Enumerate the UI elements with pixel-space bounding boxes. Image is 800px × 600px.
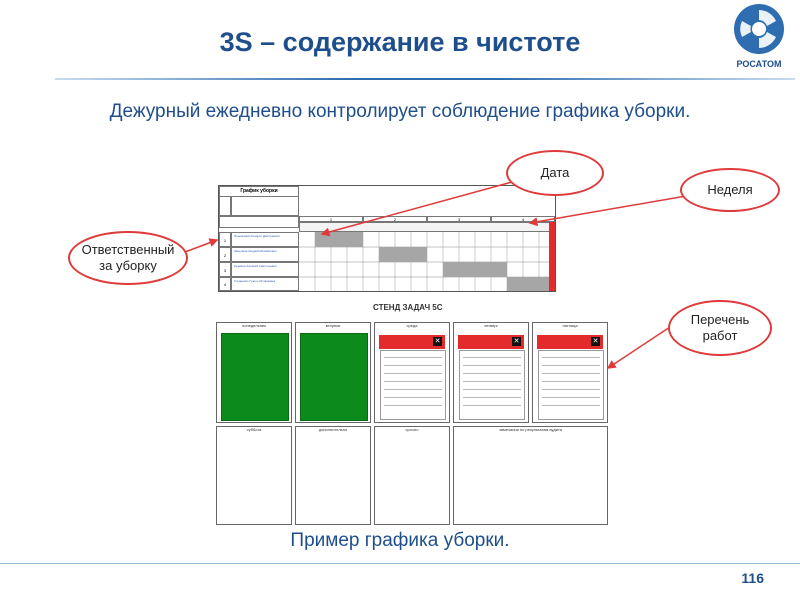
done-card xyxy=(300,333,368,421)
week-header: 2 xyxy=(363,216,427,222)
board-panel xyxy=(453,426,608,525)
board-panel xyxy=(216,426,292,525)
callout-responsible: Ответственный за уборку xyxy=(68,231,188,285)
board-panel xyxy=(453,322,529,423)
row-number: 3 xyxy=(219,262,231,277)
task-list-sheet xyxy=(380,350,446,420)
slide-title: 3S – содержание в чистоте xyxy=(219,27,581,57)
task-list-sheet xyxy=(459,350,525,420)
panel-label: вторник xyxy=(325,323,341,328)
x-icon: ✕ xyxy=(592,338,599,345)
panel-label: дополнительно xyxy=(318,427,348,432)
week-header: 1 xyxy=(299,216,363,222)
week-header: 3 xyxy=(427,216,491,222)
board-panel xyxy=(374,322,450,423)
panel-label: пятница xyxy=(562,323,578,328)
row-name: Кузьмин Алексей Анатольевич xyxy=(231,262,299,277)
panel-label: четверг xyxy=(484,323,498,328)
slide-subtitle: Дежурный ежедневно контролирует соблюдение графика уборки. xyxy=(109,101,691,122)
board-panel xyxy=(295,322,371,423)
board-panel xyxy=(374,426,450,525)
board-title: СТЕНД ЗАДАЧ 5С xyxy=(373,303,443,312)
row-name: Гордеенко Гузель Исламовна xyxy=(231,277,299,291)
done-card xyxy=(221,333,289,421)
page-number: 116 xyxy=(741,570,764,586)
callout-date: Дата xyxy=(506,150,604,196)
panel-label: среда xyxy=(406,323,418,328)
row-name: Зацепина Андрей Михайлович xyxy=(231,247,299,262)
week-header: 4 xyxy=(491,216,555,222)
callout-work-list: Перечень работ xyxy=(668,300,772,356)
footer-divider xyxy=(0,563,800,564)
x-icon: ✕ xyxy=(434,338,441,345)
callout-week: Неделя xyxy=(680,168,780,212)
board-panel xyxy=(216,322,292,423)
slide-caption: Пример графика уборки. xyxy=(290,530,510,551)
schedule-title: График уборки xyxy=(240,188,278,194)
row-number: 2 xyxy=(219,247,231,262)
panel-label: понедельник xyxy=(242,323,266,328)
panel-label: суббота xyxy=(246,427,262,432)
logo-text: РОСАТОМ xyxy=(736,59,782,69)
board-panel xyxy=(295,426,371,525)
row-number: 1 xyxy=(219,232,231,247)
task-list-sheet xyxy=(538,350,604,420)
row-name: Пономарев Кондрат Дмитриевич xyxy=(231,232,299,247)
panel-label: замечания по результатам аудита xyxy=(498,427,563,432)
row-number: 4 xyxy=(219,277,231,291)
x-icon: ✕ xyxy=(513,338,520,345)
panel-label: срочно xyxy=(405,427,419,432)
board-panel xyxy=(532,322,608,423)
